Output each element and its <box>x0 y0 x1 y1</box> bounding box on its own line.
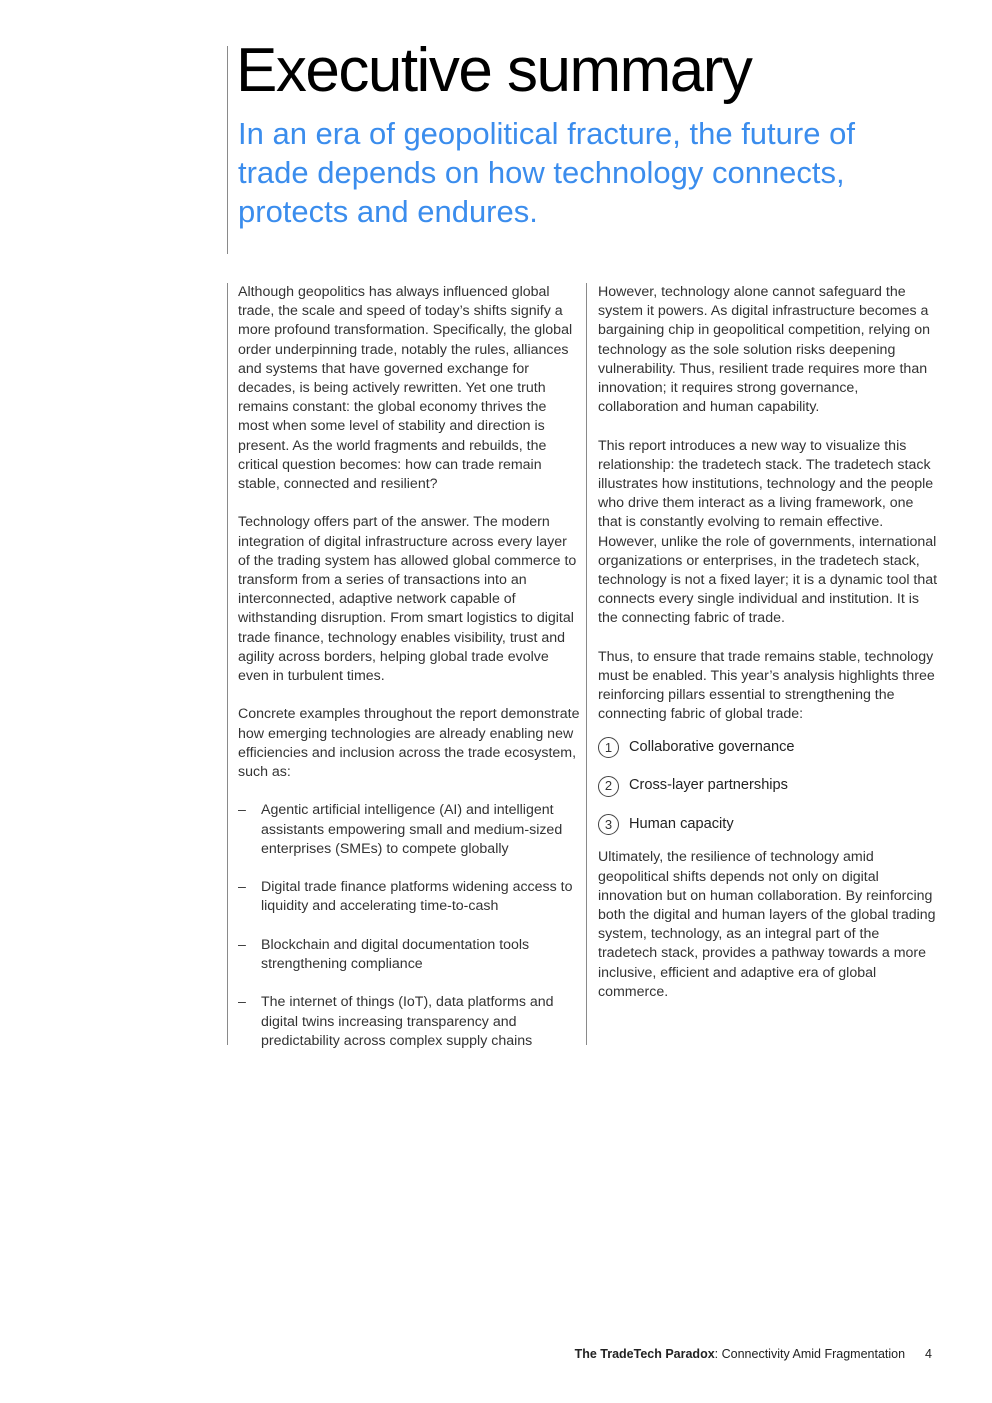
page-footer <box>575 1347 932 1361</box>
body-paragraph: This report introduces a new way to visualize this relationship: the tradetech stack. The tradetech stack illustrates how institutions, technology and the people who drive them interact as a living framework, one that is constantly evolving to remain effective. However, unlike the role of governments, international organizations or enterprises, in the tradetech stack, technology is not a fixed layer; it is a dynamic tool that connects every single individual and institution. It is the connecting fabric of trade. <box>598 437 938 627</box>
pillar-number-badge: 2 <box>598 776 619 797</box>
list-item-text: Agentic artificial intelligence (AI) and intelligent assistants empowering small and medium-sized enterprises (SMEs) to compete globally <box>261 802 563 857</box>
dash-marker: – <box>238 802 246 819</box>
pillar-item <box>598 736 938 760</box>
list-item <box>238 878 580 916</box>
pillar-label: Cross-layer partnerships <box>629 777 788 794</box>
list-item-text: Blockchain and digital documentation tools strengthening compliance <box>261 936 530 973</box>
pillar-item <box>598 812 938 836</box>
body-paragraph: Concrete examples throughout the report demonstrate how emerging technologies are already enabling new efficiencies and inclusion across the trade ecosystem, such as: <box>238 706 580 781</box>
pillar-label: Collaborative governance <box>629 739 795 756</box>
page-subtitle: In an era of geopolitical fracture, the future of trade depends on how technology connects, protects and endures. <box>238 116 855 229</box>
body-paragraph: Technology offers part of the answer. The modern integration of digital infrastructure across every layer of the trading system has allowed global commerce to transform from a series of transactions into an interconnected, adaptive network capable of withstanding disruption. From smart logistics to digital trade finance, technology enables visibility, trust and agility across borders, helping global trade evolve even in turbulent times. <box>238 514 577 685</box>
body-paragraph: However, technology alone cannot safeguard the system it powers. As digital infrastructure becomes a bargaining chip in geopolitical competition, relying on technology as the sole solution risks deepening vulnerability. Thus, resilient trade requires more than innovation; it requires strong governance, collaboration and human capability. <box>598 284 931 416</box>
page-number: 4 <box>925 1347 932 1361</box>
pillars-list <box>598 736 938 837</box>
dash-marker: – <box>238 936 246 953</box>
pillar-label: Human capacity <box>629 815 734 832</box>
body-paragraph: Thus, to ensure that trade remains stable, technology must be enabled. This year’s analysis highlights three reinforcing pillars essential to strengthening the connecting fabric of global trade: <box>598 648 935 723</box>
list-item <box>238 801 580 859</box>
examples-list <box>238 801 580 1051</box>
right-column <box>598 283 938 1021</box>
header-vertical-rule <box>227 46 228 254</box>
pillar-number-badge: 1 <box>598 737 619 758</box>
page-title: Executive summary <box>236 36 752 105</box>
dash-marker: – <box>238 994 246 1011</box>
footer-report-title: The TradeTech Paradox <box>574 1347 715 1361</box>
body-paragraph: Although geopolitics has always influenced global trade, the scale and speed of today’s shifts signify a more profound transformation. Specifically, the global order underpinning trade, notably the rules, alliances and systems that have governed exchange for decades, is being actively rewritten. Yet one truth remains constant: the global economy thrives the most when some level of stability and direction is present. As the world fragments and rebuilds, the critical question becomes: how can trade remain stable, connected and resilient? <box>238 284 573 493</box>
left-column-rule <box>227 283 228 1045</box>
pillar-number-badge: 3 <box>598 814 619 835</box>
closing-paragraph: Ultimately, the resilience of technology amid geopolitical shifts depends not only on digital innovation but on human collaboration. By reinforcing both the digital and human layers of the global trading system, technology, as an integral part of the tradetech stack, provides a pathway towards a more inclusive, efficient and adaptive era of global commerce. <box>598 849 936 1000</box>
list-item-text: The internet of things (IoT), data platforms and digital twins increasing transparency and predictability across complex supply chains <box>261 994 554 1049</box>
list-item <box>238 993 580 1051</box>
footer-report-subtitle: Connectivity Amid Fragmentation <box>718 1347 906 1361</box>
right-column-rule <box>586 283 587 1045</box>
list-item <box>238 936 580 974</box>
dash-marker: – <box>238 879 246 896</box>
footer-separator: : <box>714 1347 719 1361</box>
list-item-text: Digital trade finance platforms widening access to liquidity and accelerating time-to-cash <box>261 879 573 915</box>
pillar-item <box>598 774 938 798</box>
left-column <box>238 283 580 1070</box>
